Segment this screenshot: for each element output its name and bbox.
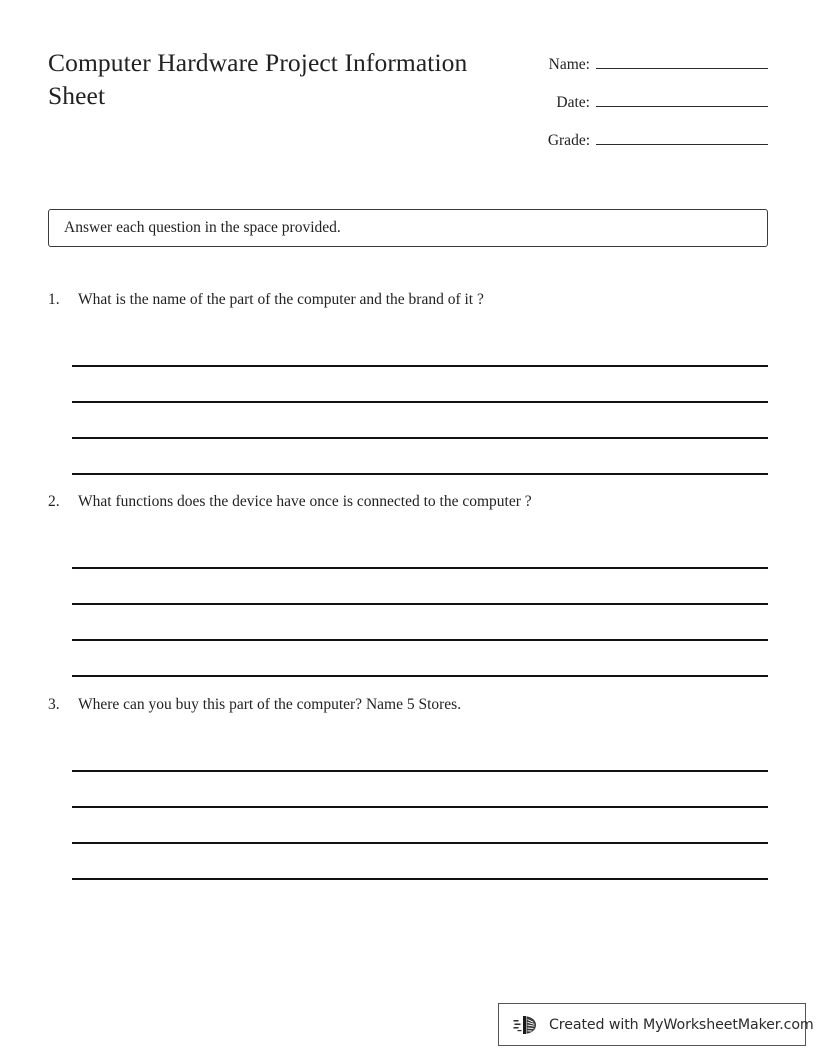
question-number-2: 2.: [48, 493, 60, 510]
question-prompt-1: [48, 290, 768, 310]
answer-line[interactable]: [72, 736, 768, 772]
instruction-box: [48, 209, 768, 247]
question-text-3: Where can you buy this part of the computer? Name 5 Stores.: [78, 696, 462, 713]
question-text-2: What functions does the device have once is connected to the computer ?: [78, 493, 532, 510]
answer-line[interactable]: [72, 533, 768, 569]
question-block-1: [48, 290, 768, 475]
date-field-label: Date:: [556, 94, 590, 111]
answer-lines-2: [72, 512, 768, 677]
answer-lines-1: [72, 310, 768, 475]
page-title: Computer Hardware Project Information Sheet: [48, 48, 468, 110]
grade-input-line[interactable]: [596, 127, 768, 145]
answer-line[interactable]: [72, 367, 768, 403]
question-prompt-2: [48, 492, 768, 512]
date-field-row: [536, 89, 768, 127]
question-block-3: [48, 695, 768, 880]
answer-line[interactable]: [72, 808, 768, 844]
answer-line[interactable]: [72, 772, 768, 808]
question-number-1: 1.: [48, 291, 60, 308]
question-text-1: What is the name of the part of the computer and the brand of it ?: [78, 291, 484, 308]
question-prompt-3: [48, 695, 768, 715]
page-header: [48, 46, 768, 165]
answer-line[interactable]: [72, 569, 768, 605]
grade-field-label: Grade:: [547, 132, 590, 149]
answer-lines-3: [72, 715, 768, 880]
worksheet-maker-logo-icon: [513, 1013, 543, 1037]
answer-line[interactable]: [72, 641, 768, 677]
question-block-2: [48, 492, 768, 677]
grade-field-row: [536, 127, 768, 165]
answer-line[interactable]: [72, 331, 768, 367]
answer-line[interactable]: [72, 439, 768, 475]
badge-label: Created with MyWorksheetMaker.com: [549, 1016, 814, 1033]
answer-line[interactable]: [72, 605, 768, 641]
date-input-line[interactable]: [596, 89, 768, 107]
question-number-3: 3.: [48, 696, 60, 713]
created-with-badge[interactable]: [498, 1003, 814, 1046]
name-field-label: Name:: [548, 56, 590, 73]
instruction-text: Answer each question in the space provided.: [64, 219, 341, 236]
name-input-line[interactable]: [596, 51, 768, 69]
answer-line[interactable]: [72, 403, 768, 439]
name-field-row: [536, 51, 768, 89]
answer-line[interactable]: [72, 844, 768, 880]
student-info-fields: [536, 46, 768, 165]
